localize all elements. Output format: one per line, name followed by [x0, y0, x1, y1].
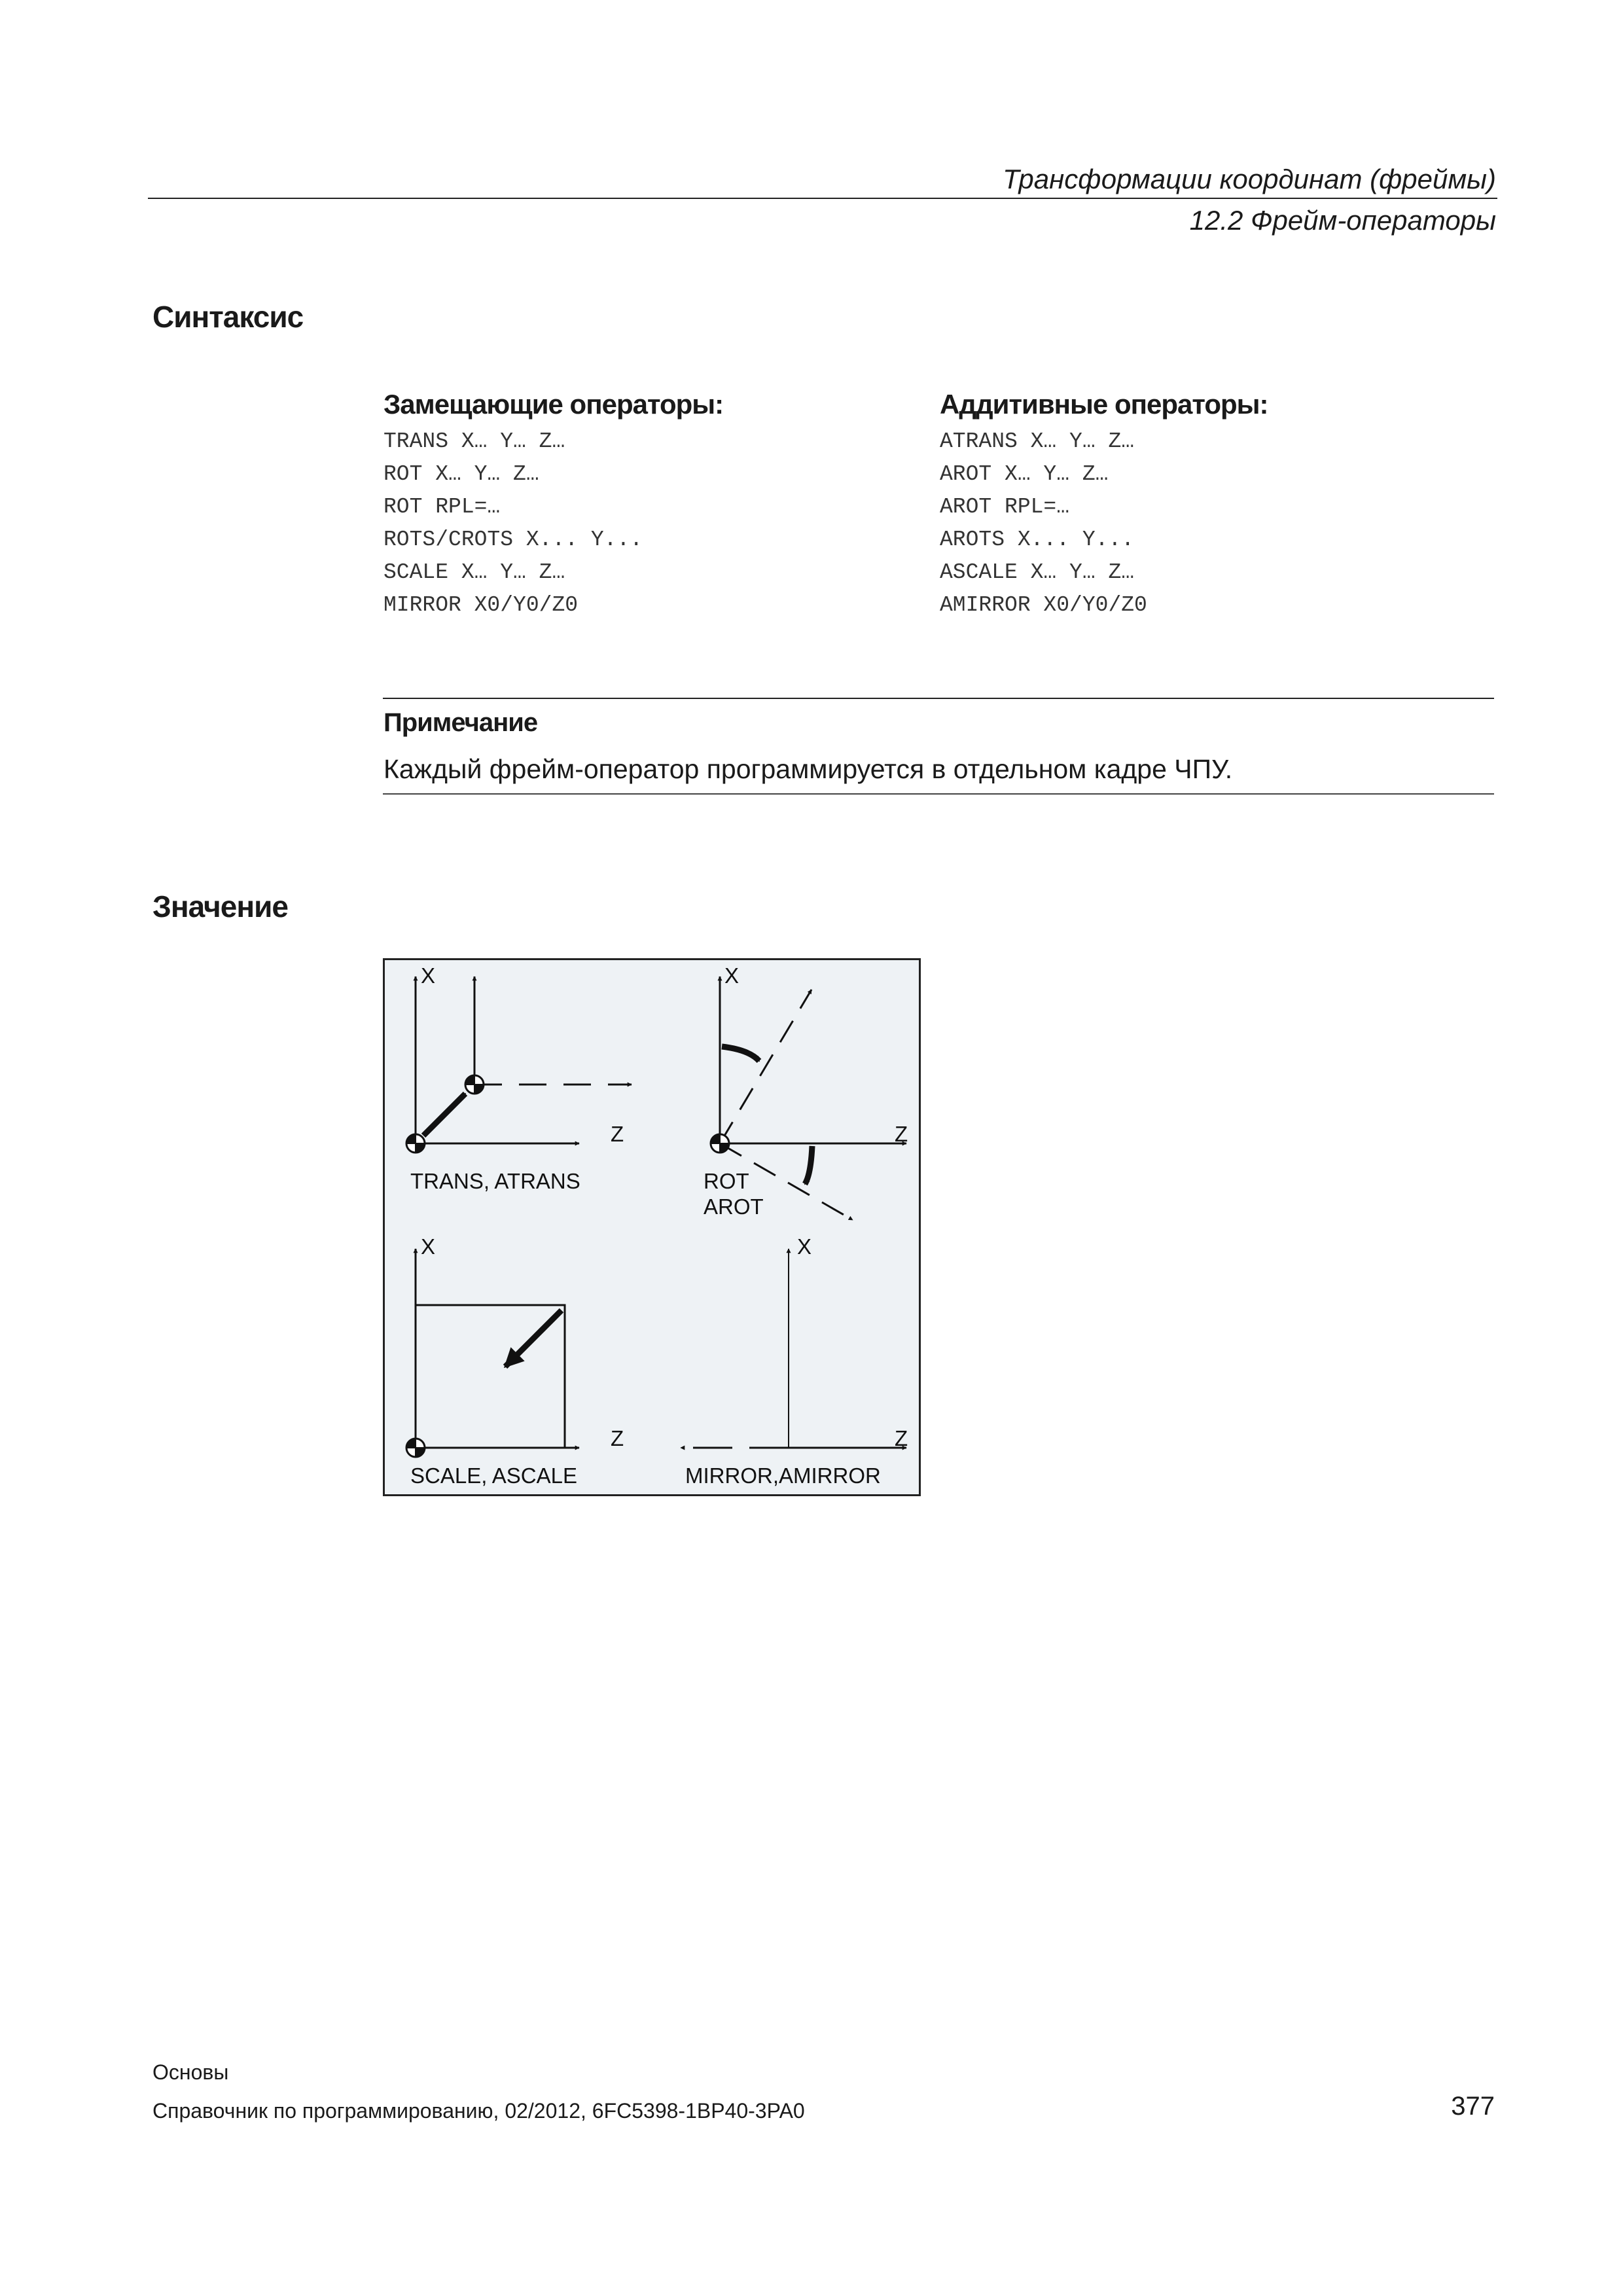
- frame-operators-figure: [383, 958, 921, 1496]
- replacing-operators-list: [383, 425, 643, 622]
- code-line: ATRANS X… Y… Z…: [940, 429, 1135, 454]
- axis-x-label: X: [421, 1234, 436, 1259]
- mirror-label: MIRROR,AMIRROR: [685, 1463, 881, 1488]
- origin-icon: [465, 1075, 484, 1094]
- code-line: ROTS/CROTS X... Y...: [383, 528, 643, 552]
- additive-operators-title: Аддитивные операторы:: [940, 389, 1268, 420]
- trans-label: TRANS, ATRANS: [410, 1169, 580, 1193]
- code-line: ASCALE X… Y… Z…: [940, 560, 1135, 584]
- code-line: MIRROR X0/Y0/Z0: [383, 593, 579, 617]
- code-line: AROTS X... Y...: [940, 528, 1135, 552]
- axis-x-label: X: [797, 1234, 812, 1259]
- code-line: AROT RPL=…: [940, 495, 1070, 519]
- header-rule: [148, 198, 1497, 199]
- footer-line-2: Справочник по программированию, 02/2012, 6FC5398-1BP40-3PA0: [152, 2099, 805, 2123]
- origin-icon: [711, 1134, 729, 1153]
- scale-label: SCALE, ASCALE: [410, 1463, 577, 1488]
- axis-z-label: Z: [895, 1122, 908, 1146]
- axis-z-label: Z: [895, 1426, 908, 1450]
- axis-x-label: X: [421, 963, 436, 988]
- footer-line-1: Основы: [152, 2060, 229, 2084]
- note-top-rule: [383, 698, 1494, 699]
- figure-frame: [384, 960, 920, 1496]
- additive-operators-list: [940, 425, 1147, 622]
- replacing-operators-title: Замещающие операторы:: [383, 389, 724, 420]
- code-line: ROT X… Y… Z…: [383, 462, 539, 486]
- rot-label: ROT: [704, 1169, 749, 1193]
- axis-z-label: Z: [611, 1426, 624, 1450]
- running-header-title: Трансформации координат (фреймы): [1003, 164, 1496, 194]
- code-line: TRANS X… Y… Z…: [383, 429, 565, 454]
- running-header-subtitle: 12.2 Фрейм-операторы: [1189, 205, 1496, 236]
- code-line: AROT X… Y… Z…: [940, 462, 1109, 486]
- page-number: 377: [1451, 2092, 1495, 2121]
- axis-x-label: X: [724, 963, 740, 988]
- origin-icon: [406, 1134, 425, 1153]
- note-text: Каждый фрейм-оператор программируется в отдельном кадре ЧПУ.: [383, 754, 1233, 784]
- note-bottom-rule: [383, 793, 1494, 795]
- origin-icon: [406, 1439, 425, 1457]
- axis-z-label: Z: [611, 1122, 624, 1146]
- note-title: Примечание: [383, 708, 538, 737]
- code-line: SCALE X… Y… Z…: [383, 560, 565, 584]
- code-line: ROT RPL=…: [383, 495, 501, 519]
- syntax-heading: Синтаксис: [152, 300, 304, 334]
- meaning-heading: Значение: [152, 889, 288, 924]
- code-line: AMIRROR X0/Y0/Z0: [940, 593, 1147, 617]
- arot-label: AROT: [704, 1194, 764, 1219]
